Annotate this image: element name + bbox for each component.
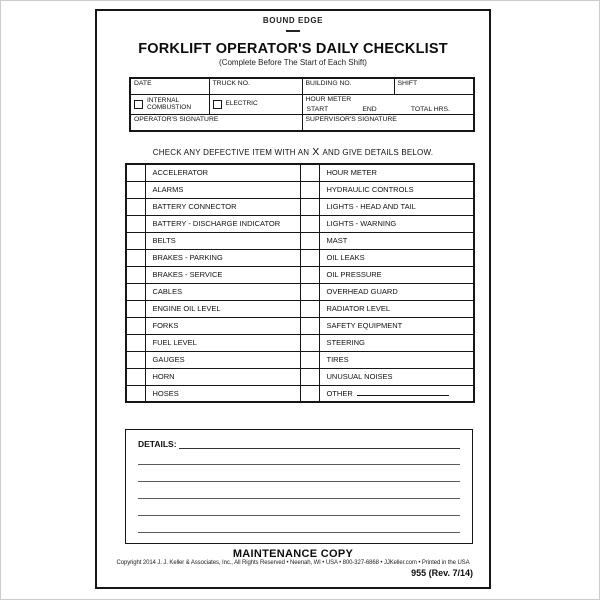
defect-checkbox-left[interactable]: [126, 266, 145, 283]
checklist-item-right: [319, 351, 474, 368]
checklist-item-left: [145, 317, 300, 334]
header-row-power-type: [130, 94, 474, 114]
instruction-text: [97, 146, 489, 158]
defect-checkbox-left[interactable]: [126, 232, 145, 249]
defect-checkbox-right[interactable]: [300, 385, 319, 402]
defect-checkbox-left[interactable]: [126, 334, 145, 351]
bound-edge-label: BOUND EDGE: [262, 16, 324, 25]
checklist-item-label: HOSES: [152, 388, 179, 398]
checklist-item-label: BRAKES - SERVICE: [152, 270, 223, 279]
checklist-item-right: [319, 266, 474, 283]
header-row-signatures: [130, 114, 474, 131]
operator-signature-field[interactable]: [130, 114, 302, 131]
internal-combustion-label: INTERNAL COMBUSTION: [147, 96, 192, 111]
checklist-row: [126, 232, 474, 249]
checklist-item-right: [319, 368, 474, 385]
electric-field: [209, 94, 302, 114]
checklist-item-left: [145, 334, 300, 351]
defect-checkbox-right[interactable]: [300, 317, 319, 334]
checklist-item-right: [319, 249, 474, 266]
checklist-item-label: OIL LEAKS: [326, 253, 365, 262]
details-write-line[interactable]: [138, 465, 460, 482]
checklist-item-label: OTHER: [326, 388, 353, 398]
defect-checkbox-right[interactable]: [300, 334, 319, 351]
internal-combustion-field: [130, 94, 209, 114]
checklist-row: [126, 385, 474, 402]
checklist-item-label: MAST: [326, 236, 348, 245]
details-write-line[interactable]: [138, 482, 460, 499]
supervisor-signature-field[interactable]: [302, 114, 474, 131]
truck-no-label: TRUCK NO.: [212, 80, 250, 87]
checklist-item-label: LIGHTS - WARNING: [326, 219, 397, 228]
defect-checkbox-right[interactable]: [300, 266, 319, 283]
checklist-item-right: [319, 317, 474, 334]
checklist-item-label: STEERING: [326, 338, 365, 347]
truck-no-field[interactable]: [209, 78, 302, 94]
defect-checkbox-right[interactable]: [300, 300, 319, 317]
checklist-row: [126, 215, 474, 232]
checklist-item-label: ACCELERATOR: [152, 168, 209, 178]
checklist-row: [126, 317, 474, 334]
checklist-row: [126, 249, 474, 266]
shift-field[interactable]: [394, 78, 474, 94]
hour-meter-end-label: END: [362, 105, 377, 113]
defect-checkbox-right[interactable]: [300, 198, 319, 215]
checklist-item-label: GAUGES: [152, 355, 185, 364]
hour-meter-total-hrs-label: TOTAL HRS.: [410, 105, 450, 113]
defect-checkbox-right[interactable]: [300, 215, 319, 232]
checklist-item-right: [319, 334, 474, 351]
defect-checkbox-left[interactable]: [126, 385, 145, 402]
hour-meter-label: HOUR METER: [305, 95, 352, 103]
form-number: 955 (Rev. 7/14): [411, 568, 473, 578]
checklist-row: [126, 300, 474, 317]
checklist-row: [126, 351, 474, 368]
defect-checkbox-left[interactable]: [126, 283, 145, 300]
checklist-item-label: HOUR METER: [326, 168, 377, 178]
checklist-item-label: RADIATOR LEVEL: [326, 304, 390, 313]
checklist-item-left: [145, 232, 300, 249]
checklist-row: [126, 334, 474, 351]
checklist-row: [126, 198, 474, 215]
checklist-row: [126, 283, 474, 300]
checklist-row: [126, 266, 474, 283]
details-write-line[interactable]: [138, 516, 460, 533]
defect-checkbox-left[interactable]: [126, 198, 145, 215]
defect-checkbox-left[interactable]: [126, 249, 145, 266]
checklist-item-left: [145, 181, 300, 198]
checklist-item-left: [145, 351, 300, 368]
defect-checkbox-left[interactable]: [126, 300, 145, 317]
checklist-item-label: BELTS: [152, 236, 176, 245]
form-subtitle: (Complete Before The Start of Each Shift): [219, 58, 367, 67]
checklist-table: [125, 163, 475, 403]
checklist-item-right: [319, 198, 474, 215]
other-write-line[interactable]: [357, 389, 449, 396]
copy-type-label: MAINTENANCE COPY: [232, 548, 354, 560]
details-label: DETAILS:: [138, 439, 177, 449]
copyright-text: Copyright 2014 J. J. Keller & Associates, Inc., All Rights Reserved • Neenah, WI • USA • 800-327-6868 • JJKeller.com • Printed in the USA: [116, 560, 470, 566]
checklist-item-left: [145, 198, 300, 215]
checklist-item-label: CABLES: [152, 287, 183, 296]
instruction-x-mark: X: [312, 146, 320, 158]
header-fields-table: [129, 77, 475, 132]
checklist-item-right: [319, 215, 474, 232]
checklist-item-label: HYDRAULIC CONTROLS: [326, 185, 414, 194]
checklist-item-label: FUEL LEVEL: [152, 338, 197, 347]
checklist-item-label: BATTERY CONNECTOR: [152, 202, 237, 211]
defect-checkbox-right[interactable]: [300, 232, 319, 249]
header-row-identifiers: [130, 78, 474, 94]
details-write-line[interactable]: [138, 448, 460, 465]
defect-checkbox-right[interactable]: [300, 164, 319, 181]
checklist-item-left: [145, 368, 300, 385]
defect-checkbox-left[interactable]: [126, 164, 145, 181]
checklist-item-right: [319, 164, 474, 181]
supervisor-signature-label: SUPERVISOR'S SIGNATURE: [305, 115, 397, 123]
electric-checkbox[interactable]: [213, 100, 222, 109]
checklist-row: [126, 368, 474, 385]
defect-checkbox-right[interactable]: [300, 283, 319, 300]
details-write-line[interactable]: [138, 499, 460, 516]
checklist-item-label: OVERHEAD GUARD: [326, 287, 398, 296]
checklist-item-left: [145, 266, 300, 283]
building-no-field[interactable]: [302, 78, 394, 94]
checklist-item-label: HORN: [152, 372, 175, 381]
form-page: [95, 9, 491, 589]
checklist-item-label: BATTERY - DISCHARGE INDICATOR: [152, 219, 281, 228]
form-title: FORKLIFT OPERATOR'S DAILY CHECKLIST: [138, 41, 448, 57]
checklist-item-left: [145, 249, 300, 266]
checklist-item-left: [145, 164, 300, 181]
date-label: DATE: [134, 80, 152, 87]
details-lines: [138, 448, 460, 533]
details-section: [125, 429, 473, 544]
hour-meter-start-label: START: [306, 105, 329, 113]
checklist-item-label: ALARMS: [152, 185, 184, 194]
checklist-table-body: [126, 164, 474, 402]
operator-signature-label: OPERATOR'S SIGNATURE: [134, 115, 219, 123]
defect-checkbox-left[interactable]: [126, 181, 145, 198]
checklist-item-left: [145, 385, 300, 402]
defect-checkbox-right[interactable]: [300, 249, 319, 266]
checklist-item-label: TIRES: [326, 355, 349, 364]
checklist-item-label: SAFETY EQUIPMENT: [326, 321, 403, 330]
checklist-item-label: UNUSUAL NOISES: [326, 372, 393, 381]
shift-label: SHIFT: [397, 80, 418, 87]
checklist-item-right: [319, 181, 474, 198]
electric-label: ELECTRIC: [225, 100, 258, 108]
bound-edge-mark: [286, 30, 300, 32]
checklist-item-left: [145, 300, 300, 317]
instruction-suffix: AND GIVE DETAILS BELOW.: [322, 148, 434, 157]
checklist-item-label: ENGINE OIL LEVEL: [152, 304, 221, 313]
building-no-label: BUILDING NO.: [305, 80, 352, 87]
checklist-item-right: [319, 283, 474, 300]
checklist-row: [126, 164, 474, 181]
defect-checkbox-right[interactable]: [300, 351, 319, 368]
checklist-item-right: [319, 385, 474, 402]
checklist-item-left: [145, 283, 300, 300]
checklist-item-right: [319, 300, 474, 317]
instruction-prefix: CHECK ANY DEFECTIVE ITEM WITH AN: [152, 148, 310, 157]
internal-combustion-checkbox[interactable]: [134, 100, 143, 109]
defect-checkbox-left[interactable]: [126, 317, 145, 334]
checklist-item-label: FORKS: [152, 321, 179, 330]
checklist-item-label: BRAKES - PARKING: [152, 253, 223, 262]
defect-checkbox-right[interactable]: [300, 368, 319, 385]
hour-meter-field[interactable]: [302, 94, 474, 114]
checklist-item-right: [319, 232, 474, 249]
date-field[interactable]: [130, 78, 209, 94]
checklist-row: [126, 181, 474, 198]
checklist-item-label: LIGHTS - HEAD AND TAIL: [326, 202, 416, 211]
defect-checkbox-left[interactable]: [126, 351, 145, 368]
defect-checkbox-left[interactable]: [126, 368, 145, 385]
checklist-item-left: [145, 215, 300, 232]
defect-checkbox-left[interactable]: [126, 215, 145, 232]
checklist-item-label: OIL PRESSURE: [326, 270, 382, 279]
defect-checkbox-right[interactable]: [300, 181, 319, 198]
